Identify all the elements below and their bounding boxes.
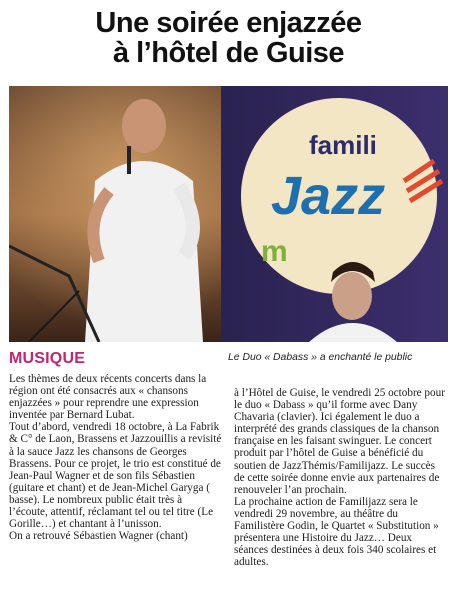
right-paragraph-2: La prochaine action de Familijazz sera le vendredi 29 novembre, au théâtre du Familistère Godin, le Quartet « Substitution » présentera une Histoire du Jazz… Deux séances destinées à deux fois 340 scolaires et adultes.	[234, 495, 439, 569]
article-left-column	[9, 373, 222, 542]
section-tag: MUSIQUE	[9, 350, 86, 367]
concert-photo-illustration	[9, 86, 448, 342]
banner-logo-bottom: m	[261, 235, 288, 268]
left-paragraph-2: Tout d’abord, vendredi 18 octobre, à La Fabrik & C° de Laon, Brassens et Jazzouillis a revisité à la sauce Jazz les chansons de Georges Brassens. Pour ce projet, le trio est constitué de Jean-Paul Wagner et de son fils Sébastien (guitare et chant) et de Jean-Michel Garyga ( basse). Le nombreux public était très à l’écoute, attentif, réclamant tel ou tel titre (Le Gorille…) et chantant à l’unisson.	[9, 421, 222, 531]
banner-logo-main: Jazz	[271, 166, 386, 226]
article-headline	[0, 8, 457, 68]
right-paragraph-1: à l’Hôtel de Guise, le vendredi 25 octobre pour le duo « Dabass » qu’il forme avec Dany Chavaria (clavier). Ici également le duo a interprété des grands classiques de la chanson française en les faisant swinguer. Le concert produit par l’hôtel de Guise a bénéficié du soutien de JazzThémis/Familijazz. Le succès de cette soirée donne envie aux partenaires de renouveler l’an prochain.	[234, 387, 445, 496]
headline-line-1: Une soirée enjazzée	[95, 7, 362, 39]
headline-line-2: à l’hôtel de Guise	[112, 37, 345, 69]
banner-logo-top: famili	[309, 130, 377, 160]
article-right-column	[234, 387, 448, 568]
photo-caption: Le Duo « Dabass » a enchanté le public	[228, 352, 413, 363]
left-paragraph-3: On a retrouvé Sébastien Wagner (chant)	[9, 530, 188, 543]
left-paragraph-1: Les thèmes de deux récents concerts dans la région ont été consacrés aux « chansons enjazzées » pour reprendre une expression inventée par Bernard Lubat.	[9, 373, 207, 422]
concert-photo	[9, 86, 448, 342]
